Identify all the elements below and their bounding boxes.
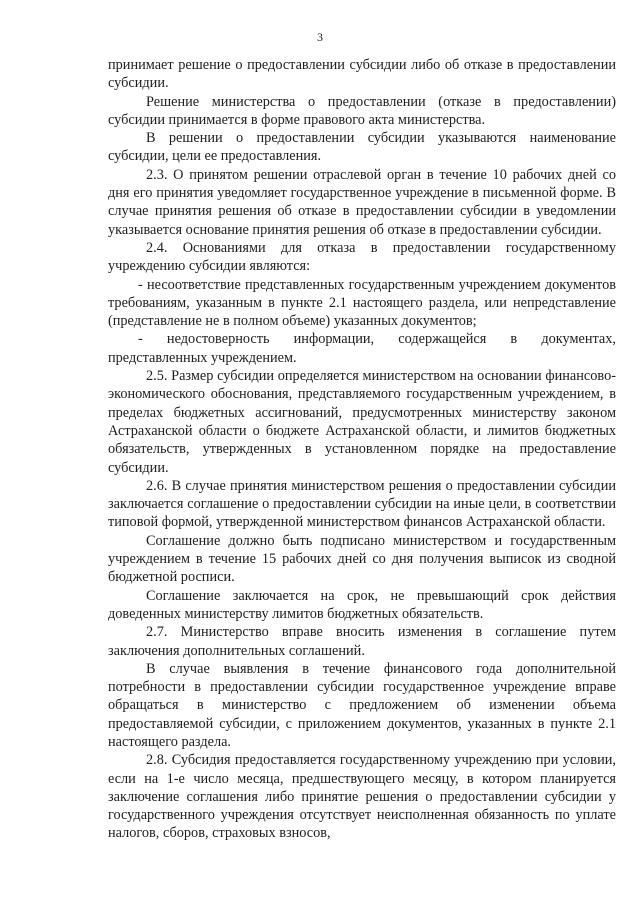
page-number: 3 — [317, 30, 323, 44]
paragraph-agreement-signing: Соглашение должно быть подписано министерством и государственным учреждением в течение 15 рабочих дней со дня получения выписок из сводной бюджетной росписи. — [108, 532, 616, 586]
paragraph-agreement-term: Соглашение заключается на срок, не превышающий срок действия доведенных министерству лимитов бюджетных обязательств. — [108, 587, 616, 622]
paragraph-2-6: 2.6. В случае принятия министерством решения о предоставлении субсидии заключается соглашение о предоставлении субсидии на иные цели, в соответствии типовой формой, утвержденной министерством финансов Астраханской области. — [108, 477, 616, 531]
document-body — [108, 56, 616, 843]
paragraph-2-8: 2.8. Субсидия предоставляется государственному учреждению при условии, если на 1-е число месяца, предшествующего месяцу, в котором планируется заключение соглашения либо принятие решения о предоставлении субсидии у государственного учреждения отсутствует неисполненная обязанность по уплате налогов, сборов, страховых взносов, — [108, 752, 616, 842]
list-item-nonconformity: - несоответствие представленных государственным учреждением документов требованиям, указанным в пункте 2.1 настоящего раздела, или непредставление (представление не в полном объеме) указанных документов; — [108, 276, 616, 330]
paragraph-decision-content: В решении о предоставлении субсидии указываются наименование субсидии, цели ее предоставления. — [108, 130, 616, 165]
paragraph-2-5: 2.5. Размер субсидии определяется министерством на основании финансово-экономического обоснования, представляемого государственным учреждением, в пределах бюджетных ассигнований, предусмотренных министерству законом Астраханской области о бюджете Астраханской области, и лимитов бюджетных обязательств, утвержденных в установленном порядке на предоставление субсидии. — [108, 368, 616, 476]
paragraph-continuation: принимает решение о предоставлении субсидии либо об отказе в предоставлении субсидии. — [108, 57, 616, 92]
paragraph-2-7: 2.7. Министерство вправе вносить изменения в соглашение путем заключения дополнительных соглашений. — [108, 624, 616, 659]
list-item-unreliability: - недостоверность информации, содержащейся в документах, представленных учреждением. — [108, 331, 616, 366]
paragraph-2-4: 2.4. Основаниями для отказа в предоставлении государственному учреждению субсидии являются: — [108, 239, 616, 275]
paragraph-additional-need: В случае выявления в течение финансового года дополнительной потребности в предоставлении субсидии государственное учреждение вправе обращаться в министерство с предложением об изменении объема предоставляемой субсидии, с приложением документов, указанных в пункте 2.1 настоящего раздела. — [108, 660, 616, 750]
paragraph-decision-form: Решение министерства о предоставлении (отказе в предоставлении) субсидии принимается в форме правового акта министерства. — [108, 93, 616, 128]
paragraph-2-3: 2.3. О принятом решении отраслевой орган в течение 10 рабочих дней со дня его принятия уведомляет государственное учреждение в письменной форме. В случае принятия решения об отказе в предоставлении субсидии в уведомлении указывается основание принятия решения об отказе в предоставлении субсидии. — [108, 166, 616, 238]
